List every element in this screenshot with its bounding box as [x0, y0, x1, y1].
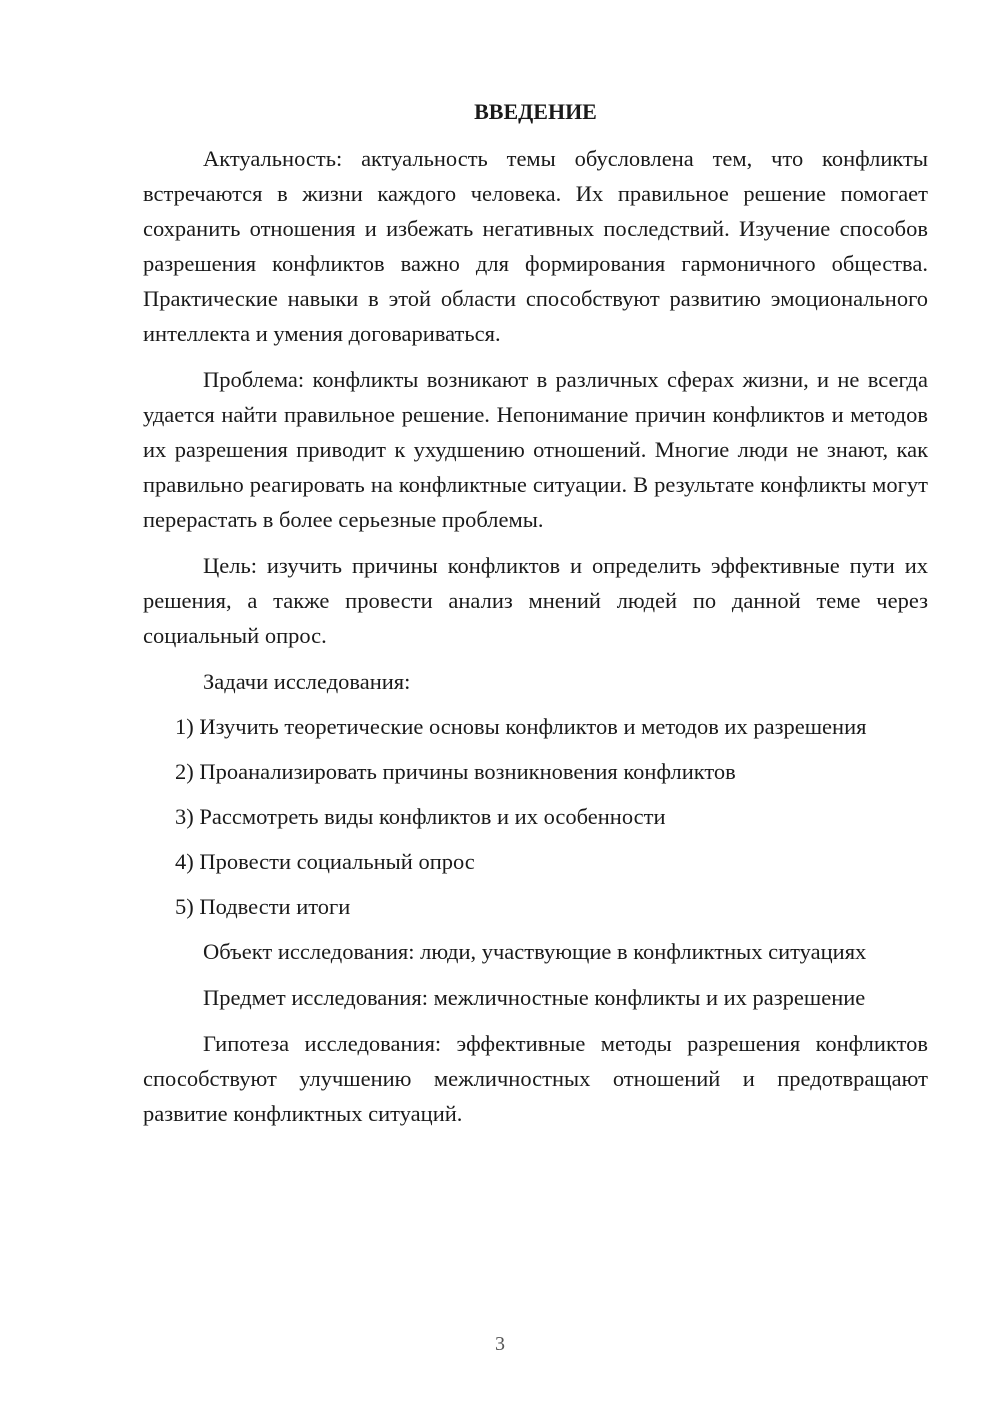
- hypothesis-paragraph: Гипотеза исследования: эффективные методы разрешения конфликтов способствуют улучшению межличностных отношений и предотвращают развитие конфликтных ситуаций.: [143, 1031, 928, 1126]
- task-item: 3) Рассмотреть виды конфликтов и их особенности: [175, 804, 666, 829]
- task-item: 4) Провести социальный опрос: [175, 849, 475, 874]
- task-item: 2) Проанализировать причины возникновения конфликтов: [175, 759, 736, 784]
- page-number: 3: [495, 1333, 505, 1355]
- goal-paragraph: Цель: изучить причины конфликтов и определить эффективные пути их решения, а также провести анализ мнений людей по данной теме через социальный опрос.: [143, 553, 928, 648]
- subject-paragraph: Предмет исследования: межличностные конфликты и их разрешение: [203, 985, 866, 1010]
- task-item: 1) Изучить теоретические основы конфликтов и методов их разрешения: [175, 714, 867, 739]
- tasks-heading: Задачи исследования:: [203, 669, 411, 694]
- page-title: ВВЕДЕНИЕ: [474, 99, 597, 124]
- task-item: 5) Подвести итоги: [175, 894, 351, 919]
- object-paragraph: Объект исследования: люди, участвующие в конфликтных ситуациях: [203, 939, 867, 964]
- relevance-paragraph: Актуальность: актуальность темы обусловлена тем, что конфликты встречаются в жизни каждого человека. Их правильное решение помогает сохранить отношения и избежать негативных последствий. Изучение способов разрешения конфликтов важно для формирования гармоничного общества. Практические навыки в этой области способствуют развитию эмоционального интеллекта и умения договариваться.: [143, 146, 928, 346]
- problem-paragraph: Проблема: конфликты возникают в различных сферах жизни, и не всегда удается найти правильное решение. Непонимание причин конфликтов и методов их разрешения приводит к ухудшению отношений. Многие люди не знают, как правильно реагировать на конфликтные ситуации. В результате конфликты могут перерастать в более серьезные проблемы.: [143, 367, 928, 532]
- document-page: [143, 94, 928, 1142]
- tasks-list: [143, 709, 928, 924]
